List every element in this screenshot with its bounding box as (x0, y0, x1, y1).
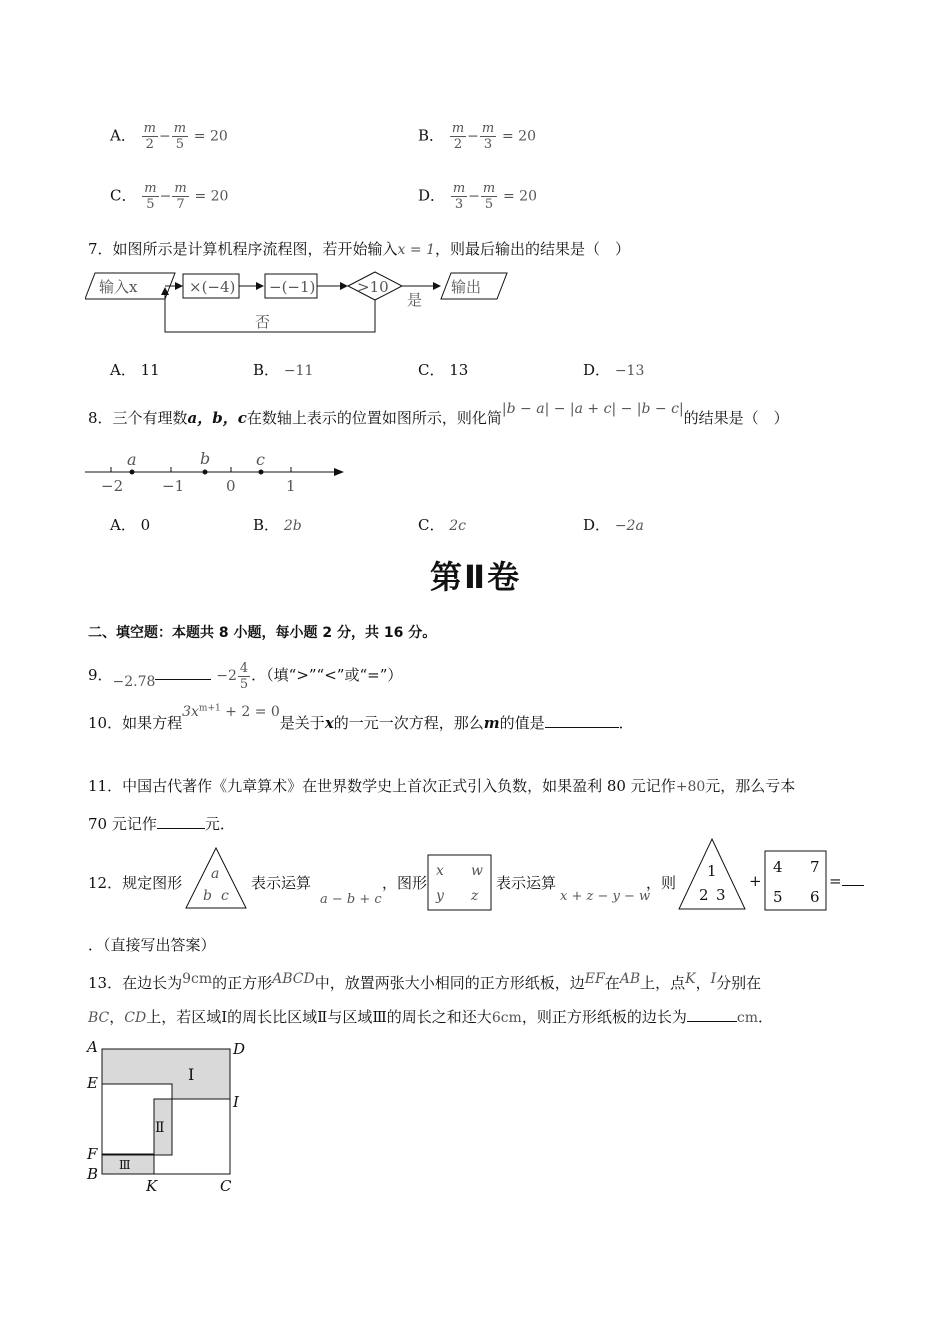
tick-label: 0 (226, 477, 236, 495)
tri2-br: 3 (716, 886, 726, 904)
q12-expr1: a − b + c (320, 892, 382, 907)
option-letter: C． (110, 186, 137, 205)
q12-expr2: x + z − y − w (560, 889, 651, 904)
flow-output-label: 输出 (451, 278, 482, 296)
q8-text-mid: 在数轴上表示的位置如图所示，则化简 (246, 409, 502, 427)
box2-bl: 5 (773, 888, 783, 906)
q8-number-line (85, 448, 355, 498)
label-region-2: Ⅱ (155, 1120, 165, 1136)
q7-flowchart (85, 268, 515, 338)
fraction: $\frac{m}{2}$ (451, 121, 465, 152)
q9 (88, 655, 402, 696)
q6-option-b: B． $\frac{m}{2}$ − $\frac{m}{3}$ = 20 (418, 121, 536, 152)
point-b-label: b (200, 449, 211, 468)
q7-option-c: C． 13 (418, 361, 469, 379)
q8-option-a: A． 0 (110, 516, 151, 534)
q7-text-end: ，则最后输出的结果是（ ） (434, 240, 630, 258)
tri2-bl: 2 (699, 886, 709, 904)
flow-input-label: 输入x (99, 278, 138, 296)
q8-text-end: 的结果是（ ） (683, 409, 789, 427)
q12-before: 12．规定图形 (88, 874, 183, 892)
fraction: $\frac{m}{3}$ (481, 121, 495, 152)
q8-vars: a，b，c (187, 409, 247, 427)
box1-bl: y (436, 888, 444, 904)
tri1-br: c (221, 888, 229, 904)
fraction: $\frac{m}{3}$ (452, 181, 466, 212)
label-c: C (220, 1177, 232, 1195)
point-a-label: a (127, 450, 137, 469)
label-a: A (87, 1038, 98, 1056)
box1-tr: w (471, 863, 483, 879)
box1-tl: x (436, 863, 444, 879)
box2-br: 6 (810, 888, 820, 906)
q9-mixed-whole: −2 (216, 668, 237, 684)
tri1-top: a (211, 866, 220, 882)
q11-math: +80 (675, 779, 706, 795)
q9-blank[interactable] (155, 678, 211, 680)
label-k: K (146, 1177, 158, 1195)
q12-mid3: 表示运算 (496, 874, 557, 892)
rhs: = 20 (194, 188, 229, 205)
q9-tail: ．（填“>”“<”或“=”） (251, 666, 403, 684)
fraction: $\frac{m}{7}$ (174, 181, 187, 212)
q12-equals: = (829, 872, 864, 890)
label-f: F (87, 1145, 98, 1163)
rhs: = 20 (502, 188, 537, 205)
q8-stem (88, 401, 789, 428)
point-b (203, 470, 208, 475)
tri1-bl: b (203, 888, 212, 904)
label-d: D (233, 1040, 246, 1058)
q11-text-end: 元，那么亏本 (705, 777, 796, 795)
point-c (259, 470, 264, 475)
q10-text: 10．如果方程 (88, 714, 183, 732)
fraction: $\frac{m}{5}$ (144, 181, 157, 212)
q11-text: 11．中国古代著作《九章算术》在世界数学史上首次正式引入负数，如果盈利 80 元记作 (88, 777, 676, 795)
q10: 10．如果方程$3x^{m+1} + 2 = 0$是关于x的一元一次方程，那么m的值是 ． (88, 703, 634, 732)
tick-label: −2 (101, 477, 124, 495)
q13-line2: BC，CD上，若区域Ⅰ的周长比区域Ⅱ与区域Ⅲ的周长之和还大6cm，则正方形纸板的边长为 cm． (88, 1008, 773, 1026)
rhs: = 20 (501, 128, 536, 145)
q12-box-2 (764, 850, 828, 912)
box2-tr: 7 (810, 858, 820, 876)
q7-text: 7．如图所示是计算机程序流程图，若开始输入 (88, 240, 398, 258)
q11-line2: 70 元记作 元． (88, 815, 235, 833)
flow-op1-label: ×(−4) (189, 278, 236, 296)
q8-option-c: C． 2c (418, 516, 467, 534)
part2-title: 第Ⅱ卷 (430, 558, 522, 596)
q12-triangle-2 (677, 836, 747, 912)
label-i: I (233, 1093, 239, 1111)
q9-left: −2.78 (112, 674, 156, 690)
option-letter: A． (110, 126, 136, 145)
label-b: B (87, 1165, 99, 1183)
region-1 (102, 1049, 230, 1099)
q9-mixed-frac: $\frac{4}{5}$ (239, 660, 249, 692)
rhs: = 20 (193, 128, 228, 145)
q8-option-b: B． 2b (253, 516, 302, 534)
q13-line1: 13．在边长为9cm的正方形ABCD中，放置两张大小相同的正方形纸板，边EF在AB上，点K，I分别在 (88, 971, 762, 992)
q8-text: 8．三个有理数 (88, 409, 188, 427)
point-a (130, 470, 135, 475)
label-region-1: Ⅰ (188, 1065, 195, 1084)
q8-math: |b − a| − |a + c| − |b − c| (501, 401, 684, 417)
option-letter: B． (418, 126, 445, 145)
q6-option-d: D． $\frac{m}{3}$ − $\frac{m}{5}$ = 20 (418, 181, 537, 212)
q7-option-a: A． 11 (110, 361, 160, 379)
q12-mid4: ，则 (646, 874, 677, 892)
q7-option-b: B． −11 (253, 361, 314, 379)
q12-blank[interactable] (842, 884, 864, 886)
q12-triangle-1 (184, 845, 248, 911)
option-letter: D． (418, 186, 446, 205)
q9-number: 9． (88, 666, 113, 684)
q6-option-c: C． $\frac{m}{5}$ − $\frac{m}{7}$ = 20 (110, 181, 229, 212)
q12-mid1: 表示运算 (251, 874, 312, 892)
tick-label: −1 (162, 477, 185, 495)
q12-plus: + (749, 872, 762, 890)
flow-no-label: 否 (255, 313, 271, 331)
fraction: $\frac{m}{5}$ (482, 181, 496, 212)
label-e: E (87, 1074, 98, 1092)
q13-blank[interactable] (687, 1020, 737, 1022)
q8-option-d: D． −2a (583, 516, 644, 534)
q11-blank[interactable] (157, 827, 205, 829)
q10-math: $3x^{m+1} + 2 = 0$ (182, 703, 280, 720)
q13-figure (82, 1036, 252, 1196)
flow-yes-label: 是 (407, 291, 423, 309)
flow-cond-label: >10 (357, 278, 389, 296)
section-heading: 二、填空题：本题共 8 小题，每小题 2 分，共 16 分。 (88, 625, 437, 641)
fraction: $\frac{m}{5}$ (173, 121, 187, 152)
q7-stem (88, 238, 630, 259)
q10-blank[interactable] (545, 726, 619, 728)
q6-option-a: A． $\frac{m}{2}$ − $\frac{m}{5}$ = 20 (110, 121, 228, 152)
tri2-top: 1 (707, 862, 717, 880)
q12-box-1 (427, 854, 493, 912)
point-c-label: c (256, 450, 265, 469)
q11-line1 (88, 775, 795, 796)
q12-mid2: ，图形 (382, 874, 428, 892)
box1-br: z (471, 888, 479, 904)
tick-label: 1 (286, 477, 296, 495)
q10-text-mid: 是关于 (279, 714, 325, 732)
fraction: $\frac{m}{2}$ (143, 121, 156, 152)
q7-option-d: D． −13 (583, 361, 645, 379)
flow-op2-label: −(−1) (269, 278, 316, 296)
label-region-3: Ⅲ (119, 1158, 131, 1172)
q7-math: x = 1 (397, 242, 435, 258)
box2-tl: 4 (773, 858, 783, 876)
q12-line2: ．（直接写出答案） (88, 936, 216, 954)
